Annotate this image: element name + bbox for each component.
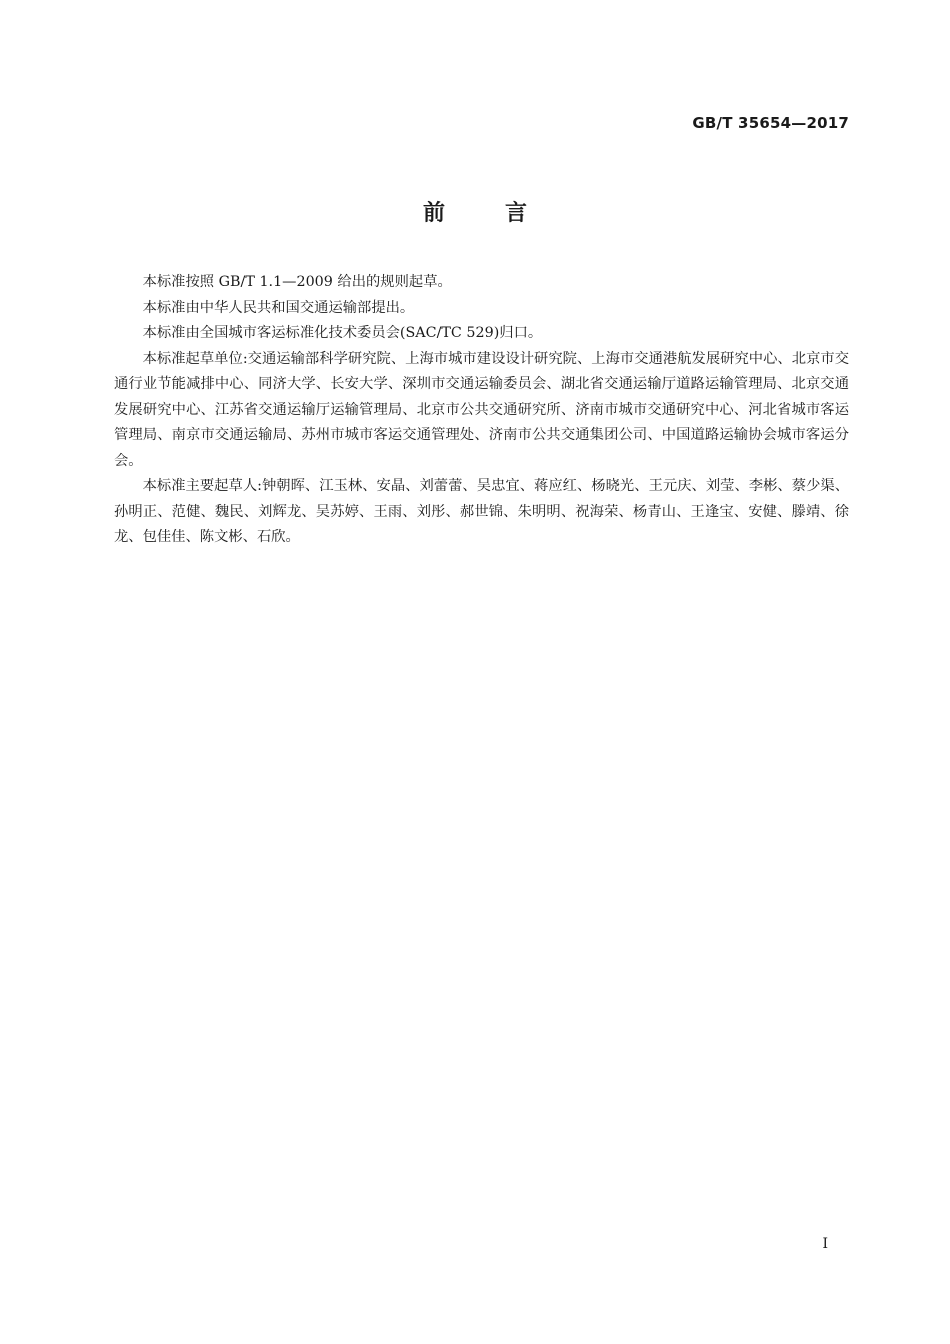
foreword-body (114, 270, 849, 551)
paragraph-drafting-units: 本标准起草单位:交通运输部科学研究院、上海市城市建设设计研究院、上海市交通港航发展研究中心、北京市交通行业节能减排中心、同济大学、长安大学、深圳市交通运输委员会、湖北省交通运输厅道路运输管理局、北京交通发展研究中心、江苏省交通运输厅运输管理局、北京市公共交通研究所、济南市城市交通研究中心、河北省城市客运管理局、南京市交通运输局、苏州市城市客运交通管理处、济南市公共交通集团公司、中国道路运输协会城市客运分会。 (114, 350, 849, 469)
paragraph-proposer: 本标准由中华人民共和国交通运输部提出。 (142, 299, 415, 316)
page-title: 前言 (422, 201, 587, 226)
standard-number: GB/T 35654—2017 (692, 114, 849, 132)
page-number: I (822, 1236, 828, 1252)
paragraph-technical-committee: 本标准由全国城市客运标准化技术委员会(SAC/TC 529)归口。 (142, 325, 543, 341)
paragraph-main-drafters: 本标准主要起草人:钟朝晖、江玉林、安晶、刘蕾蕾、吴忠宜、蒋应红、杨晓光、王元庆、刘莹、李彬、蔡少渠、孙明正、范健、魏民、刘辉龙、吴苏婷、王雨、刘彤、郝世锦、朱明明、祝海荣、杨青山、王逢宝、安健、滕靖、徐龙、包佳佳、陈文彬、石欣。 (114, 478, 849, 545)
paragraph-drafting-rules: 本标准按照 GB/T 1.1—2009 给出的规则起草。 (142, 274, 452, 290)
